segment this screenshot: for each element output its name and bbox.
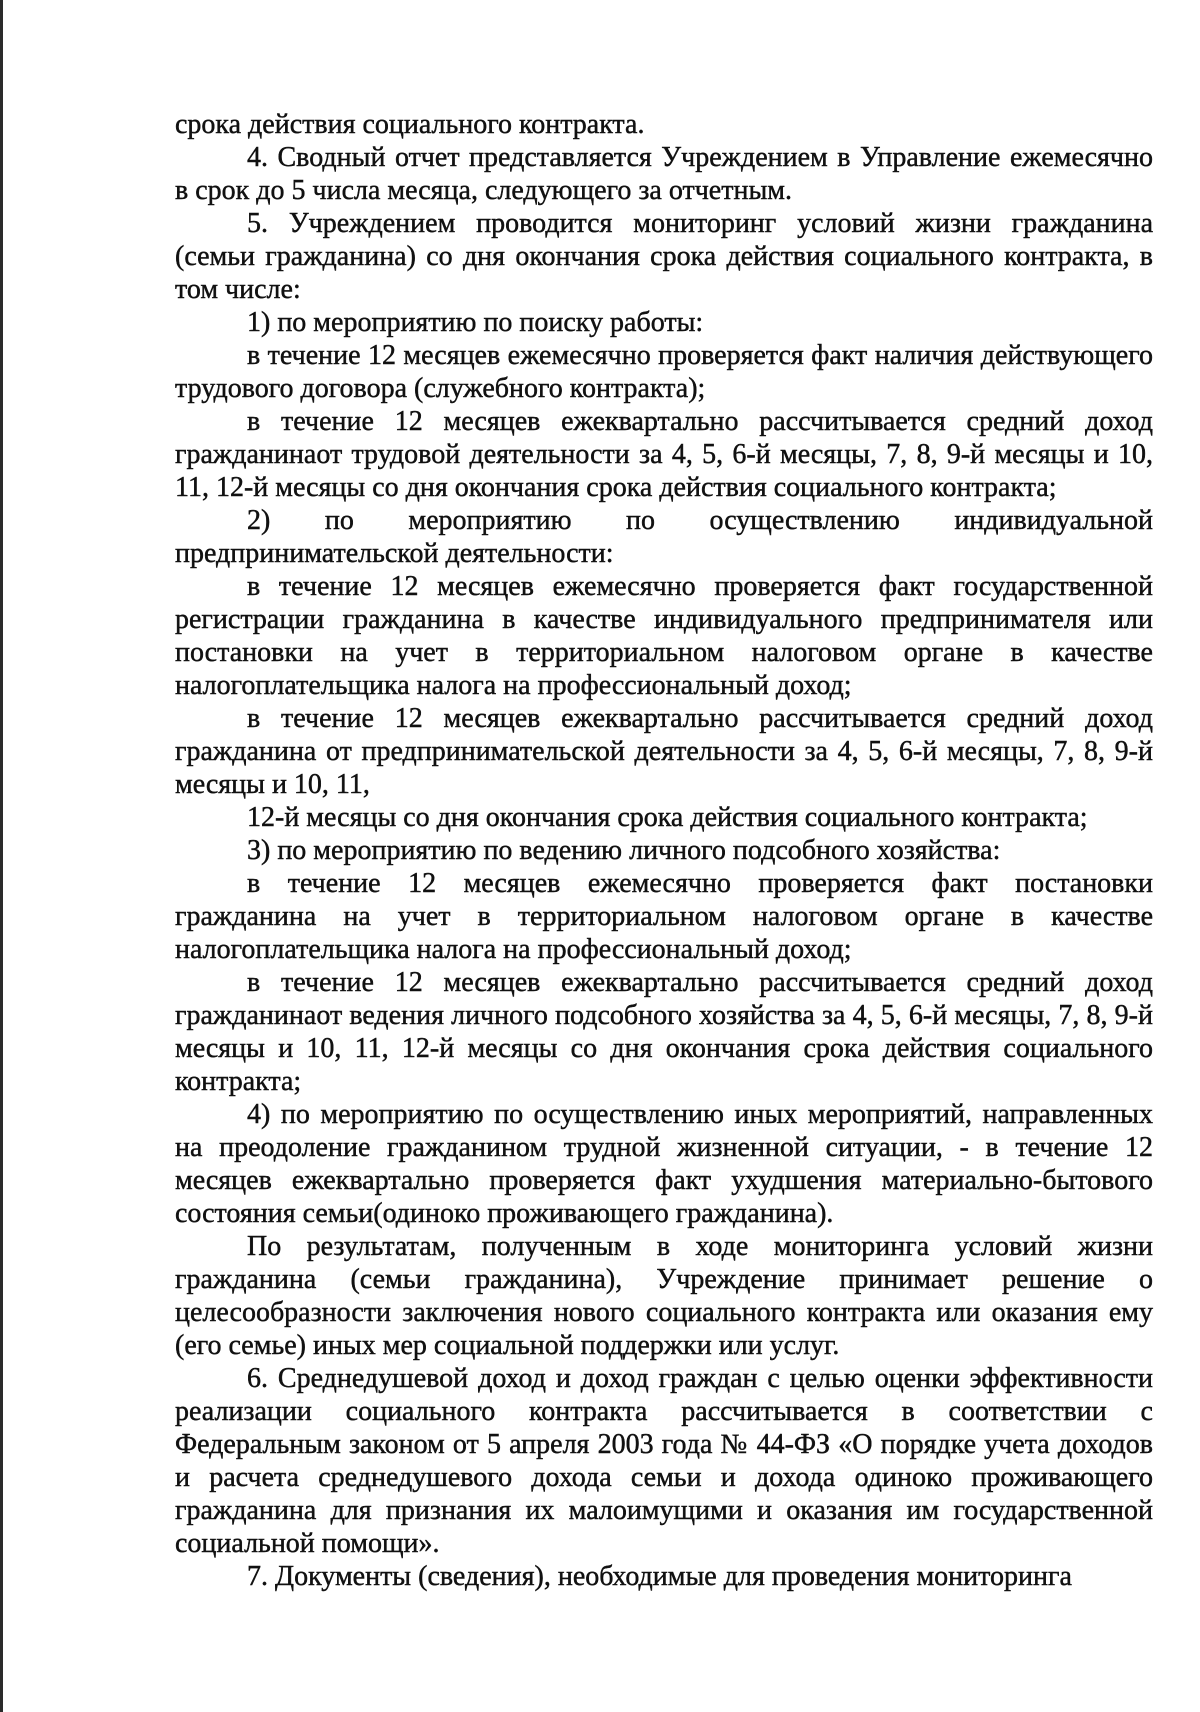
document-paragraph: в течение 12 месяцев ежеквартально рассчитывается средний доход гражданинаот трудовой деятельности за 4, 5, 6-й месяцы, 7, 8, 9-й месяцы и 10, 11, 12-й месяцы со дня окончания срока действия социального контракта; xyxy=(175,406,1153,503)
document-paragraph: 1) по мероприятию по поиску работы: xyxy=(247,307,704,338)
document-paragraph: 2) по мероприятию по осуществлению индивидуальной предпринимательской деятельности: xyxy=(175,505,1153,569)
document-paragraph: 3) по мероприятию по ведению личного подсобного хозяйства: xyxy=(247,835,1001,866)
document-paragraph: в течение 12 месяцев ежеквартально рассчитывается средний доход гражданинаот ведения личного подсобного хозяйства за 4, 5, 6-й месяцы, 7, 8, 9-й месяцы и 10, 11, 12-й месяцы со дня окончания срока действия социального контракта; xyxy=(175,967,1153,1097)
document-paragraph: 4) по мероприятию по осуществлению иных мероприятий, направленных на преодоление гражданином трудной жизненной ситуации, - в течение 12 месяцев ежеквартально проверяется факт ухудшения материально-бытового состояния семьи(одиноко проживающего гражданина). xyxy=(175,1099,1153,1229)
document-paragraph: в течение 12 месяцев ежемесячно проверяется факт наличия действующего трудового договора (служебного контракта); xyxy=(175,340,1153,404)
scan-edge xyxy=(0,0,3,1712)
document-paragraph: 4. Сводный отчет представляется Учреждением в Управление ежемесячно в срок до 5 числа месяца, следующего за отчетным. xyxy=(175,142,1153,206)
document-paragraph: 7. Документы (сведения), необходимые для проведения мониторинга xyxy=(247,1561,1072,1592)
document-paragraph: в течение 12 месяцев ежеквартально рассчитывается средний доход гражданина от предпринимательской деятельности за 4, 5, 6-й месяцы, 7, 8, 9-й месяцы и 10, 11, xyxy=(175,703,1153,800)
document-paragraph: 12-й месяцы со дня окончания срока действия социального контракта; xyxy=(247,802,1088,833)
document-paragraph: в течение 12 месяцев ежемесячно проверяется факт государственной регистрации гражданина в качестве индивидуального предпринимателя или постановки на учет в территориальном налоговом органе в качестве налогоплательщика налога на профессиональный доход; xyxy=(175,571,1153,701)
document-paragraph: По результатам, полученным в ходе мониторинга условий жизни гражданина (семьи гражданина), Учреждение принимает решение о целесообразности заключения нового социального контракта или оказания ему (его семье) иных мер социальной поддержки или услуг. xyxy=(175,1231,1153,1361)
document-paragraph: 5. Учреждением проводится мониторинг условий жизни гражданина (семьи гражданина) со дня окончания срока действия социального контракта, в том числе: xyxy=(175,208,1153,305)
document-paragraph: срока действия социального контракта. xyxy=(175,109,645,140)
document-page xyxy=(175,108,1153,1593)
document-paragraph: 6. Среднедушевой доход и доход граждан с целью оценки эффективности реализации социального контракта рассчитывается в соответствии с Федеральным законом от 5 апреля 2003 года № 44-ФЗ «О порядке учета доходов и расчета среднедушевого дохода семьи и дохода одиноко проживающего гражданина для признания их малоимущими и оказания им государственной социальной помощи». xyxy=(175,1363,1153,1559)
document-paragraph: в течение 12 месяцев ежемесячно проверяется факт постановки гражданина на учет в территориальном налоговом органе в качестве налогоплательщика налога на профессиональный доход; xyxy=(175,868,1153,965)
